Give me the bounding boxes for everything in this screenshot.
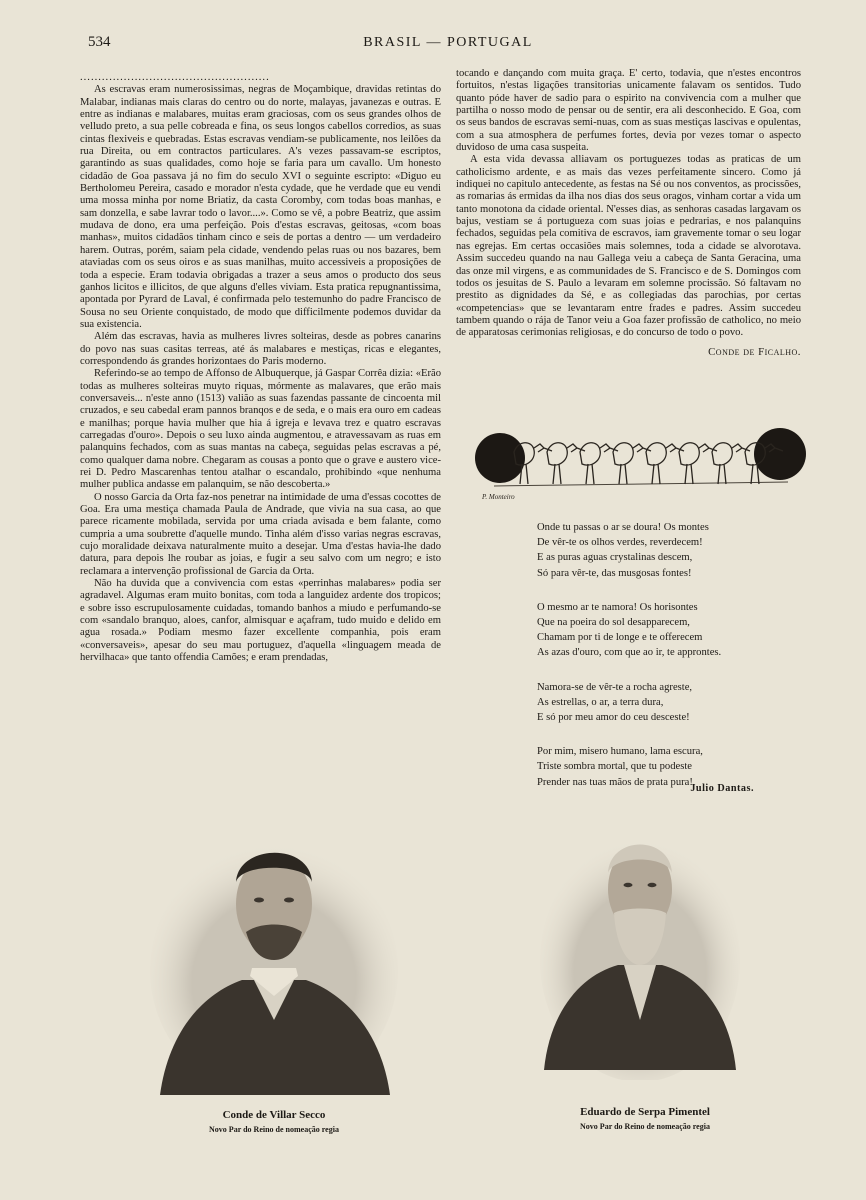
page-number: 534: [88, 34, 111, 50]
poem-stanza: [537, 520, 807, 581]
article-paragraph: tocando e dançando com muita graça. E' certo, todavia, que n'estes encontros fortuitos, n'estas ligações transitorias unicamente falavam os sentidos. Tudo quanto póde haver de sadio para o espirito na convivencia com a mulher que partilha o nosso modo de pensar ou de sentir, era ali desconhecido. E Goa, com os seus bandos de escravas semi-nuas, com as suas mestiças lascivas e opulentas, com a sua atmosphera de perfumes fortes, devia por vezes tomar o aspecto duvidoso de uma casa suspeita.: [456, 68, 801, 154]
article-paragraph: Além das escravas, havia as mulheres livres solteiras, desde as pobres canarins do povo nas suas casitas terreas, até ás malabares e mestiças, ricas e elegantes, correspondendo ás grandes horizontaes do Paris moderno.: [80, 331, 441, 367]
stork-figure: [613, 443, 651, 484]
section-dots: ....................................................: [80, 72, 270, 83]
poem-line: E as puras aguas crystalinas descem,: [537, 552, 693, 564]
article-signature: Conde de Ficalho.: [708, 345, 801, 358]
portrait-photo: [540, 815, 740, 1080]
storks-illustration: [474, 418, 808, 506]
poem-line: Que na poeira do sol desapparecem,: [537, 617, 690, 629]
portrait-engraving: [150, 820, 398, 1095]
article-paragraph: Não ha duvida que a convivencia com estas «perrinhas malabares» podia ser agradavel. Algumas eram muito bonitas, com toda a languidez ardente dos tropicos; e sobre isso escrupulosamente cuidadas, tomando banhos a miudo e perfumando-se com «sandalo branquo, aloes, canfor, almisquar e açafram, tudo muido e delido em agua rosada.» Podiam mesmo fazer excellente companhia, pois eram «conversaveis», apesar do seu mau portuguez, d'aquella «linguagem meada de hervilhaca» que tanto offendia Camões; e eram prendadas,: [80, 578, 441, 664]
poem-line: Chamam por ti de longe e te offerecem: [537, 632, 703, 644]
vignette-artist-signature: P. Monteiro: [482, 493, 515, 501]
sonnet: [537, 520, 807, 809]
page-header: [88, 34, 808, 54]
poem-line: As estrellas, o ar, a terra dura,: [537, 696, 664, 708]
stork-figure: [547, 443, 585, 484]
article-paragraph: Referindo-se ao tempo de Affonso de Albuquerque, já Gaspar Corrêa dizia: «Erão todas as mulheres solteiras muyto riquas, mórmente as malavares, que erão mais conversaveis... n'este anno (1513) valião as suas fazendas passante de cincoenta mil cruzados, e seu cabedal eram pannos branqos e de seda, e o mais era ouro em cadeas e manilhas; porque havia mulher que hia á igreja e levava trez e quatro escravas carregadas d'ouro». Depois o seu luxo ainda augmentou, e atravessavam as ruas em palanquins fechados, com as suas mantas na cabeça, seguidas pelas escravas a pé, como qualquer dama nobre. Chegaram as cousas a ponto que o grave e austero vice-rei D. Pedro Mascarenhas tentou atalhar o escandalo, prohibindo «que nenhuma mulher publica andasse em palanquim, se não descoberta.»: [80, 368, 441, 491]
article-paragraph: As escravas eram numerosissimas, negras de Moçambique, dravidas retintas do Malabar, indianas mais claras do centro ou do norte, malayas, javanezas e outras. E entre as indianas e malabares, muitas eram graciosas, com os seus grandes olhos de velludo preto, a sua pelle cobreada e fina, os seus longos cabellos corredios, as suas cintas flexiveis e quebradas. Estas escravas vendiam-se publicamente, nos leilões da rua Direita, ou em contractos particulares. A's vezes passavam-se escriptos, garantindo as suas qualidades, como hoje se faria para um cavallo. Um honesto cidadão de Goa passava já no fim do seculo XVI o seguinte escripto: «Diguo eu Bertholomeu Pereira, casado e morador n'esta cydade, que he verdade que eu vendi uma mossa minha por nome Briatiz, da casta Coromby, com todas boas manhas, e sam donzella, e sabe lavrar todo o lavor....». Como se vê, a pobre Beatriz, que assim mudava de dono, era uma perfeição. Pois d'estas escravas, geitosas, «com boas manhas», muitos cidadãos tinham cinco e seis de portas a dentro — um verdadeiro harem. Outras, porém, saiam pela cidade, vendendo pelas ruas ou nos bazares, bem ataviadas com os seus oiros e as suas manilhas, muito accessiveis a proposições de toda a especie. Eram todavia obrigadas a trazer a seus amos o producto dos seus ganhos licitos e illicitos, de que alguns d'elles viviam. Esta pratica repugnantissima, apontada por Pyrard de Laval, é confirmada pelo testemunho do padre Francisco de Sousa no seu Oriente conquistado, de modo que difficilmente podemos duvidar da sua existencia.: [80, 84, 441, 330]
article-paragraph: A esta vida devassa alliavam os portuguezes todas as praticas de um catholicismo ardente, e as mais das vezes perfeitamente sincero. Como já indiquei no capitulo antecedente, as festas na Sé ou nos conventos, as procissões, as romarias ás ermidas da ilha nos dias dos seus oragos, vinham cortar a vida um tanto monotona da cidade oriental. N'esses dias, as senhoras casadas largavam os bajus, vestiam se á portugueza com suas joias e pedrarias, e nos palanquins fechados, seguidas pela comitiva de escravos, iam gravemente tomar o seu logar nas egrejas. Em certas occasiões mais solemnes, toda a cidade se alvorotava. Assim succedeu quando na nau Gallega veiu a cabeça de Santa Geracina, uma das onze mil virgens, e as communidades de S. Francisco e de S. Domingos com todos os jesuitas de S. Paulo a levaram em solemne procissão. Só faltavam no prestito as dignidades da Sé, e as collegiadas das parochias, por certas «competencias» que se levantaram entre frades e padres. Assim succedeu tambem quando o rája de Tanor veiu a Goa fazer profissão de catholico, no meio de apparatosas cerimonias religiosas, e do concurso de todo o povo.: [456, 154, 801, 339]
poem-line: O mesmo ar te namora! Os horisontes: [537, 601, 698, 613]
portrait-engraving: [540, 815, 740, 1080]
right-article-column: [456, 68, 801, 358]
poem-line: Namora-se de vêr-te a rocha agreste,: [537, 681, 693, 693]
stork-figure: [712, 443, 750, 484]
poem-stanza: [537, 680, 807, 726]
portrait-subtitle: Novo Par do Reino de nomeação regia: [580, 1122, 710, 1131]
left-article-column: [80, 72, 441, 665]
portrait-name: Eduardo de Serpa Pimentel: [580, 1106, 710, 1118]
portrait-photo: [150, 820, 398, 1095]
stork-figure: [646, 443, 684, 484]
poem-line: As azas d'ouro, com que ao ir, te approntes.: [537, 647, 722, 659]
portrait-subtitle: Novo Par do Reino de nomeação regia: [209, 1125, 339, 1134]
poem-line: Prender nas tuas mãos de prata pura!: [537, 776, 693, 788]
poem-line: Triste sombra mortal, que tu podeste: [537, 761, 692, 773]
stork-figure: [679, 443, 717, 484]
article-paragraph: O nosso Garcia da Orta faz-nos penetrar na intimidade de uma d'essas cocottes de Goa. Era uma mestiça chamada Paula de Andrade, que vivia na sua casa, ao que parece ricamente mobilada, servida por uma criada avisada e bem falante, como cumpria a uma soubrette d'aquelle mundo. Tinha além d'isso varias negras escravas, cujo moralidade deixava naturalmente muito a desejar. Uma d'estas havia-lhe dado datura, para depois lhe roubar as joias, e fugir a seu salvo com um negro; e isto reclamara a intervenção profissional de Garcia da Orta.: [80, 491, 441, 577]
stork-figure: [580, 443, 618, 484]
portrait-name: Conde de Villar Secco: [222, 1109, 326, 1121]
poem-line: E só por meu amor do ceu desceste!: [537, 712, 690, 724]
poem-author: Julio Dantas.: [690, 783, 754, 794]
portrait-caption: [150, 1109, 398, 1134]
portrait-caption: [530, 1106, 760, 1131]
poem-line: Onde tu passas o ar se doura! Os montes: [537, 522, 709, 533]
poem-line: Por mim, misero humano, lama escura,: [537, 746, 703, 758]
poem-line: Só para vêr-te, das musgosas fontes!: [537, 567, 692, 579]
poem-stanza: [537, 600, 807, 661]
storks-vignette: [474, 418, 808, 506]
poem-line: De vêr-te os olhos verdes, reverdecem!: [537, 537, 703, 549]
running-title: BRASIL — PORTUGAL: [363, 35, 533, 50]
